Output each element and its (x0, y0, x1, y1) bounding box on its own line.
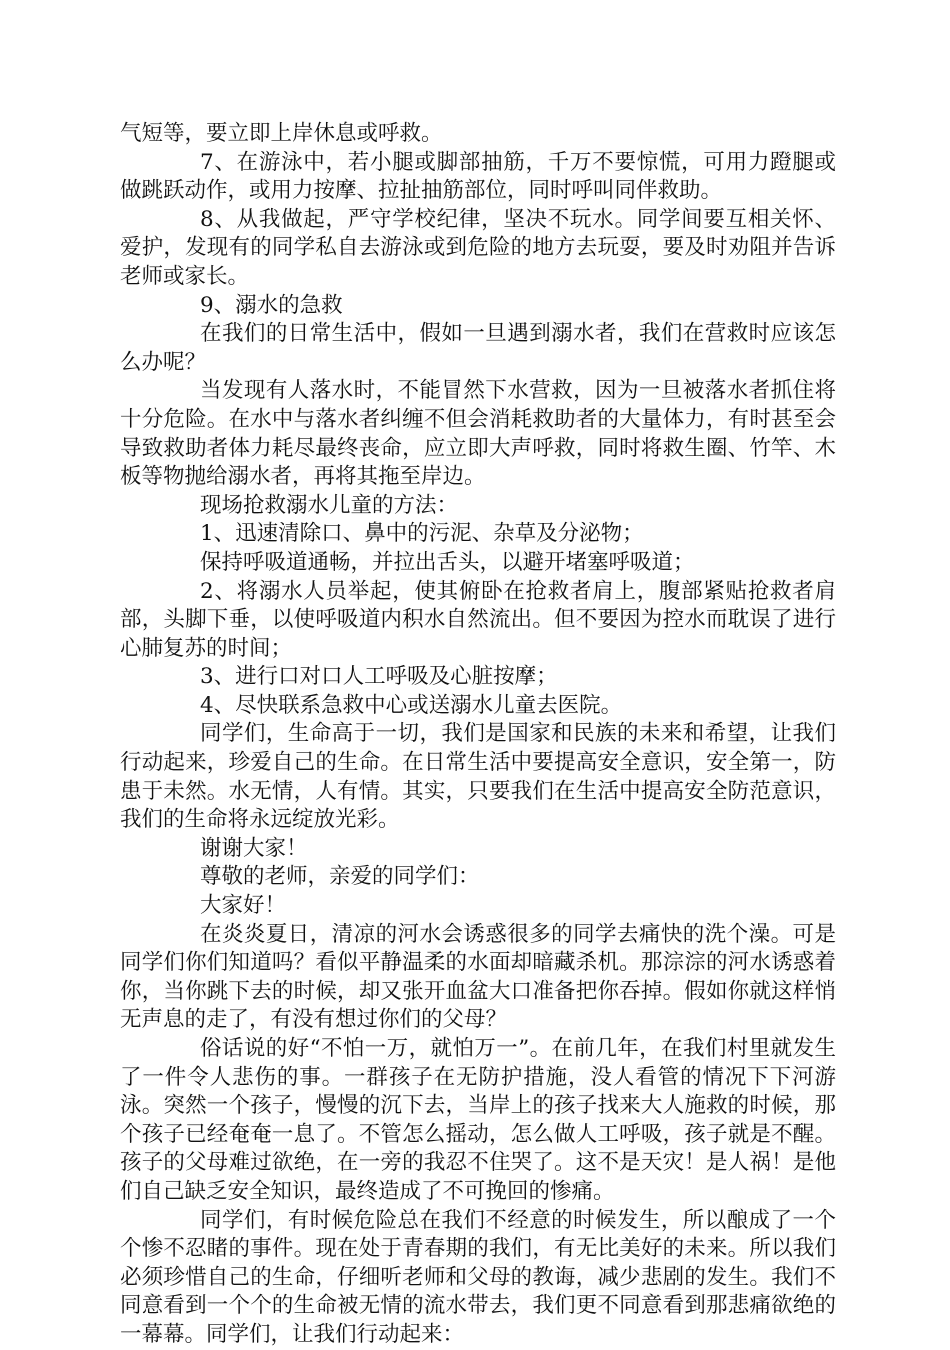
paragraph-continuation: 气短等，要立即上岸休息或呼救。 (120, 121, 443, 146)
paragraph-step-1: 1、迅速清除口、鼻中的污泥、杂草及分泌物； (200, 521, 644, 547)
paragraph-step-4: 4、尽快联系急救中心或送溺水儿童去医院。 (200, 692, 623, 718)
paragraph-rescue-question: 在我们的日常生活中，假如一旦遇到溺水者，我们在营救时应该怎么办呢？ (120, 321, 836, 375)
paragraph-rescue-advice: 当发现有人落水时，不能冒然下水营救，因为一旦被落水者抓住将十分危险。在水中与落水者纠缠不但会消耗救助者的大量体力，有时甚至会导致救助者体力耗尽最终丧命，应立即大声呼救，同时将救生圈、竹竿、木板等物抛给溺水者，再将其拖至岸边。 (120, 378, 836, 490)
paragraph-item-8: 8、从我做起，严守学校纪律，坚决不玩水。同学间要互相关怀、爱护，发现有的同学私自去游泳或到危险的地方去玩耍，要及时劝阻并告诉老师或家长。 (120, 206, 836, 289)
paragraph-thanks: 谢谢大家！ (200, 835, 308, 861)
paragraph-item-9-heading: 9、溺水的急救 (200, 292, 343, 318)
paragraph-method-heading: 现场抢救溺水儿童的方法： (200, 492, 459, 518)
paragraph-step-1-continued: 保持呼吸道通畅，并拉出舌头，以避开堵塞呼吸道； (200, 549, 695, 575)
paragraph-step-3: 3、进行口对口人工呼吸及心脏按摩； (200, 664, 558, 690)
document-page (120, 120, 836, 1350)
paragraph-summer-river: 在炎炎夏日，清凉的河水会诱惑很多的同学去痛快的洗个澡。可是同学们你们知道吗？看似平静温柔的水面却暗藏杀机。那淙淙的河水诱惑着你，当你跳下去的时候，却又张开血盆大口准备把你吞掉。假如你就这样悄无声息的走了，有没有想过你们的父母？ (120, 921, 836, 1033)
paragraph-salutation: 尊敬的老师，亲爱的同学们： (200, 864, 480, 890)
paragraph-step-2: 2、将溺水人员举起，使其俯卧在抢救者肩上，腹部紧贴抢救者肩部，头脚下垂，以使呼吸道内积水自然流出。但不要因为控水而耽误了进行心肺复苏的时间； (120, 578, 836, 661)
paragraph-conclusion: 同学们，生命高于一切，我们是国家和民族的未来和希望，让我们行动起来，珍爱自己的生命。在日常生活中要提高安全意识，安全第一，防患于未然。水无情，人有情。其实，只要我们在生活中提高安全防范意识，我们的生命将永远绽放光彩。 (120, 721, 836, 833)
paragraph-greeting: 大家好！ (200, 893, 287, 919)
paragraph-call-to-action: 同学们，有时候危险总在我们不经意的时候发生，所以酿成了一个个惨不忍睹的事件。现在处于青春期的我们，有无比美好的未来。所以我们必须珍惜自己的生命，仔细听老师和父母的教诲，减少悲剧的发生。我们不同意看到一个个的生命被无情的流水带去，我们更不同意看到那悲痛欲绝的一幕幕。同学们，让我们行动起来： (120, 1207, 836, 1347)
paragraph-item-7: 7、在游泳中，若小腿或脚部抽筋，千万不要惊慌，可用力蹬腿或做跳跃动作，或用力按摩、拉扯抽筋部位，同时呼叫同伴救助。 (120, 149, 836, 204)
paragraph-village-story: 俗话说的好“不怕一万，就怕万一”。在前几年，在我们村里就发生了一件令人悲伤的事。一群孩子在无防护措施，没人看管的情况下下河游泳。突然一个孩子，慢慢的沉下去，当岸上的孩子找来大人施救的时候，那个孩子已经奄奄一息了。不管怎么摇动，怎么做人工呼吸，孩子就是不醒。孩子的父母难过欲绝，在一旁的我忍不住哭了。这不是天灾！是人祸！是他们自己缺乏安全知识，最终造成了不可挽回的惨痛。 (120, 1036, 836, 1204)
